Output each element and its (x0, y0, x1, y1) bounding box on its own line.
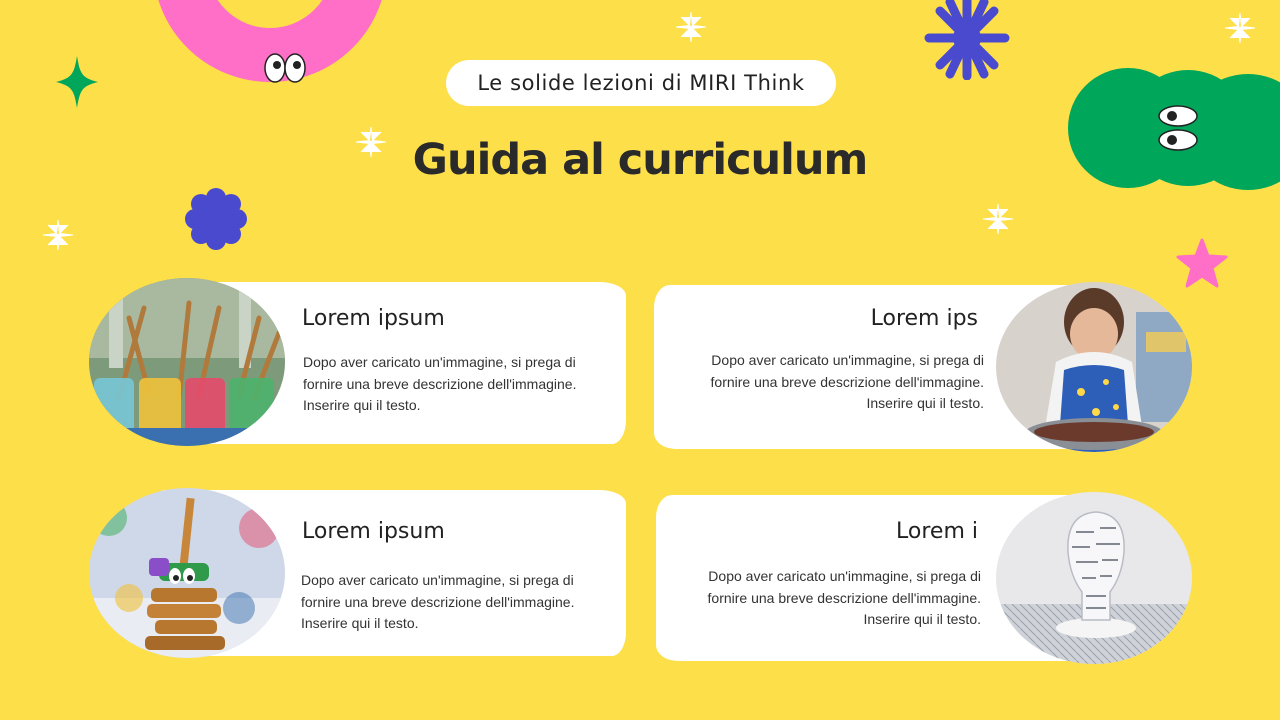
pink-ring-shape (135, 0, 405, 100)
card-title: Lorem ipsum (302, 306, 445, 331)
blue-flower-shape (184, 187, 248, 251)
card-image (89, 278, 285, 446)
card-title: Lorem i (896, 519, 978, 544)
card-image (89, 488, 285, 658)
card-text: Dopo aver caricato un'immagine, si prega di fornire una breve descrizione dell'immagine. Inserire qui il testo. (303, 354, 577, 413)
card-image (996, 282, 1192, 452)
sparkle-icon (676, 12, 706, 42)
sparkle-icon (43, 220, 73, 250)
pink-star-icon (1176, 238, 1228, 290)
card-text: Dopo aver caricato un'immagine, si prega di fornire una breve descrizione dell'immagine. Inserire qui il testo. (707, 568, 981, 627)
card-title: Lorem ips (870, 306, 978, 331)
card-image (996, 492, 1192, 664)
sparkle-icon (1225, 13, 1255, 43)
card-title: Lorem ipsum (302, 519, 445, 544)
sparkle-icon (983, 204, 1013, 234)
card-text: Dopo aver caricato un'immagine, si prega di fornire una breve descrizione dell'immagine. Inserire qui il testo. (710, 352, 984, 411)
page-title: Guida al curriculum (412, 135, 868, 185)
card-text: Dopo aver caricato un'immagine, si prega di fornire una breve descrizione dell'immagine. Inserire qui il testo. (301, 572, 575, 631)
subtitle: Le solide lezioni di MIRI Think (477, 71, 805, 95)
blue-starburst-shape (920, 0, 1014, 80)
subtitle-pill (446, 60, 836, 106)
green-sparkle-icon (56, 56, 98, 108)
